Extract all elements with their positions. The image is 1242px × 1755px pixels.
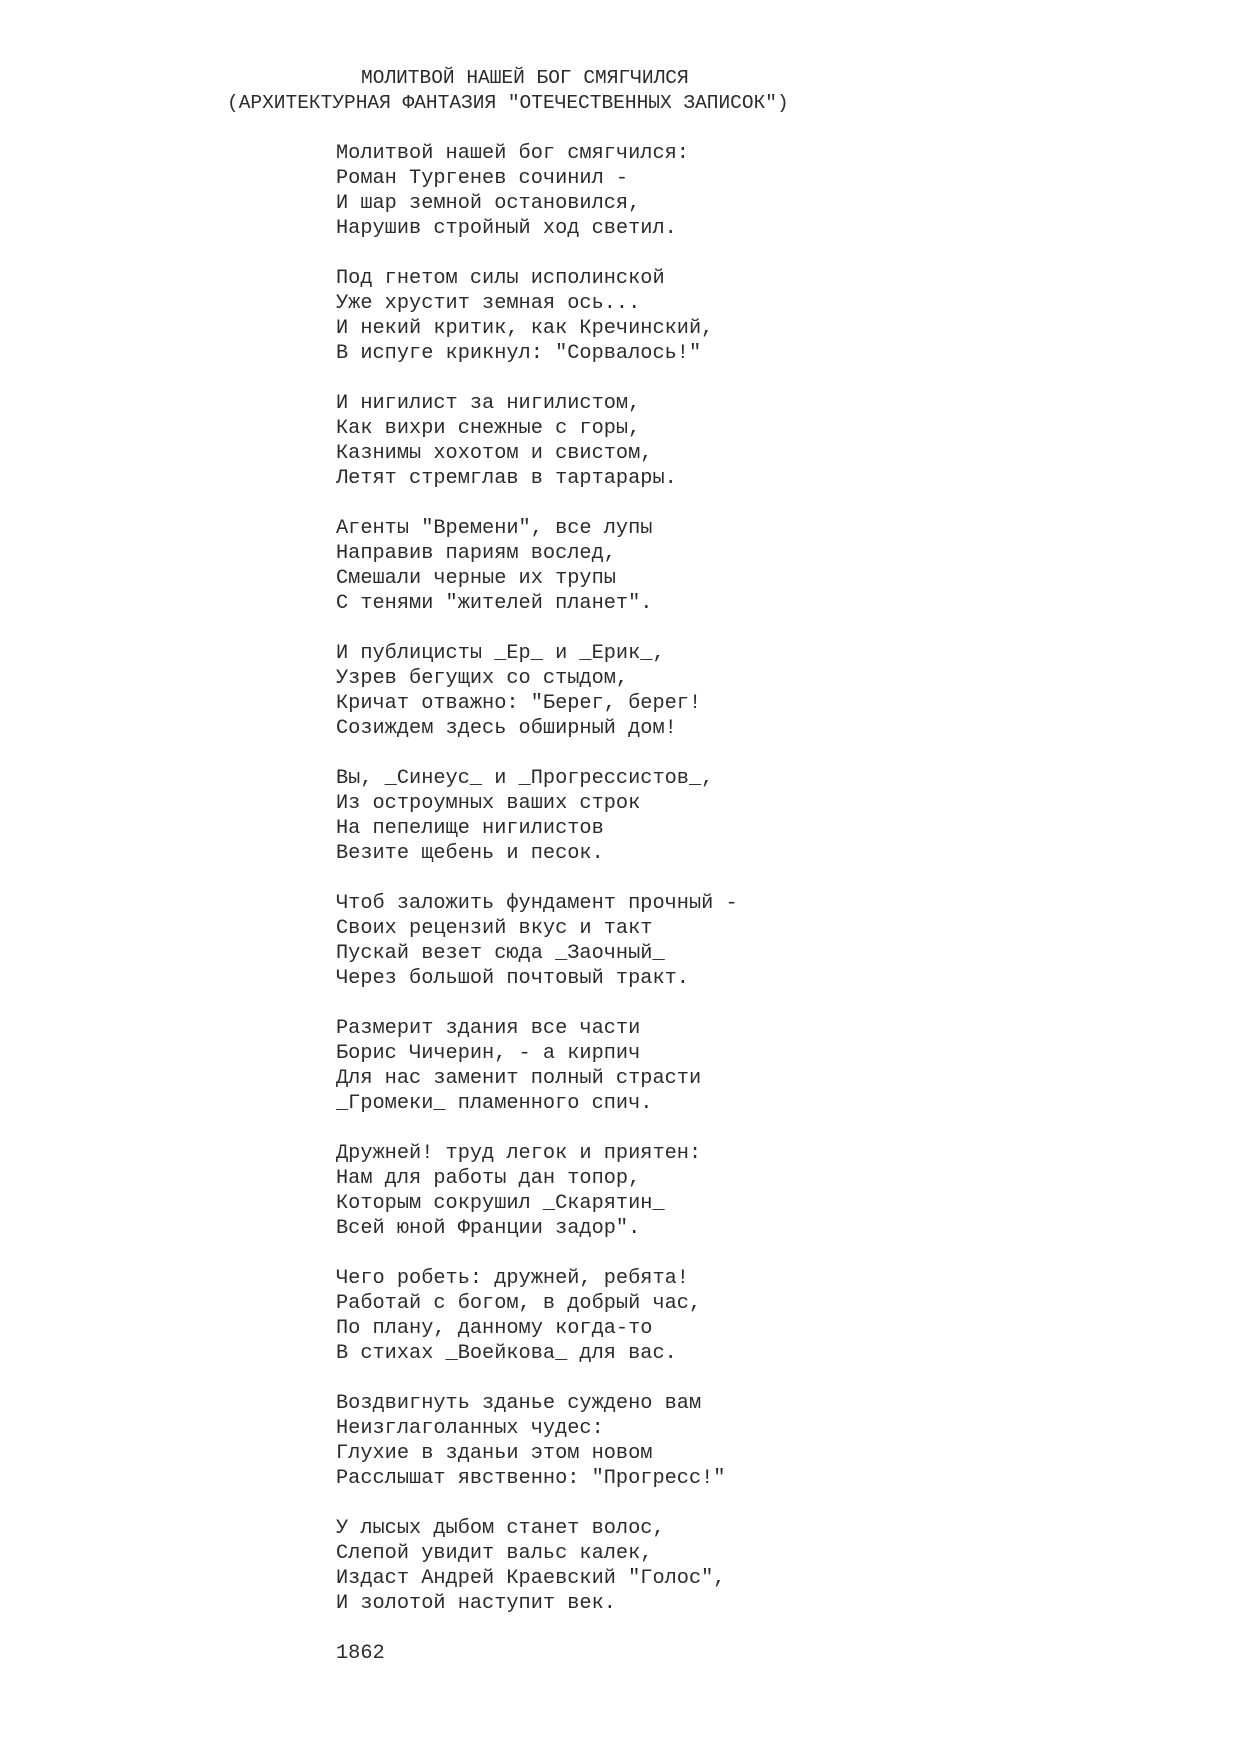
verse-line: _Громеки_ пламенного спич. xyxy=(336,1092,653,1115)
verse-line: И нигилист за нигилистом, xyxy=(336,392,641,415)
verse-line: Через большой почтовый тракт. xyxy=(336,967,689,990)
verse-line: Для нас заменит полный страсти xyxy=(336,1067,702,1090)
verse-line: Созиждем здесь обширный дом! xyxy=(336,717,677,740)
verse-line: Нарушив стройный ход светил. xyxy=(336,217,677,240)
poem-title: МОЛИТВОЙ НАШЕЙ БОГ СМЯГЧИЛСЯ xyxy=(361,67,689,89)
verse-line: Пускай везет сюда _Заочный_ xyxy=(336,942,665,965)
verse-line: Расслышат явственно: "Прогресс!" xyxy=(336,1467,726,1490)
verse-line: Размерит здания все части xyxy=(336,1017,641,1040)
verse-line: Роман Тургенев сочинил - xyxy=(336,167,629,190)
verse-line: Неизглаголанных чудес: xyxy=(336,1417,604,1440)
verse-line: Борис Чичерин, - а кирпич xyxy=(336,1042,641,1065)
verse-line: Дружней! труд легок и приятен: xyxy=(336,1142,702,1165)
verse-line: Агенты "Времени", все лупы xyxy=(336,517,653,540)
verse-line: И шар земной остановился, xyxy=(336,192,641,215)
verse-line: Слепой увидит вальс калек, xyxy=(336,1542,653,1565)
verse-line: Смешали черные их трупы xyxy=(336,567,616,590)
verse-line: Своих рецензий вкус и такт xyxy=(336,917,653,940)
verse-line: Под гнетом силы исполинской xyxy=(336,267,665,290)
verse-line: И публицисты _Ер_ и _Ерик_, xyxy=(336,642,665,665)
verse-line: Глухие в зданьи этом новом xyxy=(336,1442,653,1465)
poem-year: 1862 xyxy=(336,1642,385,1665)
verse-line: Молитвой нашей бог смягчился: xyxy=(336,142,689,165)
verse-line: И некий критик, как Кречинский, xyxy=(336,317,714,340)
verse-line: Казнимы хохотом и свистом, xyxy=(336,442,653,465)
verse-line: Уже хрустит земная ось... xyxy=(336,292,641,315)
verse-line: В стихах _Воейкова_ для вас. xyxy=(336,1342,677,1365)
verse-line: У лысых дыбом станет волос, xyxy=(336,1517,665,1540)
verse-line: С тенями "жителей планет". xyxy=(336,592,653,615)
verse-line: Издаст Андрей Краевский "Голос", xyxy=(336,1567,726,1590)
verse-line: Направив париям вослед, xyxy=(336,542,616,565)
verse-line: Кричат отважно: "Берег, берег! xyxy=(336,692,702,715)
verse-line: Узрев бегущих со стыдом, xyxy=(336,667,629,690)
verse-line: Воздвигнуть зданье суждено вам xyxy=(336,1392,702,1415)
verse-line: Нам для работы дан топор, xyxy=(336,1167,641,1190)
verse-line: Везите щебень и песок. xyxy=(336,842,604,865)
verse-line: Из остроумных ваших строк xyxy=(336,792,641,815)
verse-line: Чего робеть: дружней, ребята! xyxy=(336,1267,689,1290)
verse-line: Вы, _Синеус_ и _Прогрессистов_, xyxy=(336,767,714,790)
verse-line: На пепелище нигилистов xyxy=(336,817,604,840)
verse-line: Всей юной Франции задор". xyxy=(336,1217,641,1240)
verse-line: Как вихри снежные с горы, xyxy=(336,417,641,440)
verse-line: Которым сокрушил _Скарятин_ xyxy=(336,1192,665,1215)
verse-line: Чтоб заложить фундамент прочный - xyxy=(336,892,738,915)
verse-line: Летят стремглав в тартарары. xyxy=(336,467,677,490)
verse-line: И золотой наступит век. xyxy=(336,1592,616,1615)
verse-line: По плану, данному когда-то xyxy=(336,1317,653,1340)
verse-line: В испуге крикнул: "Сорвалось!" xyxy=(336,342,702,365)
poem-subtitle: (АРХИТЕКТУРНАЯ ФАНТАЗИЯ "ОТЕЧЕСТВЕННЫХ ЗАПИСОК") xyxy=(227,92,789,114)
verse-line: Работай с богом, в добрый час, xyxy=(336,1292,702,1315)
